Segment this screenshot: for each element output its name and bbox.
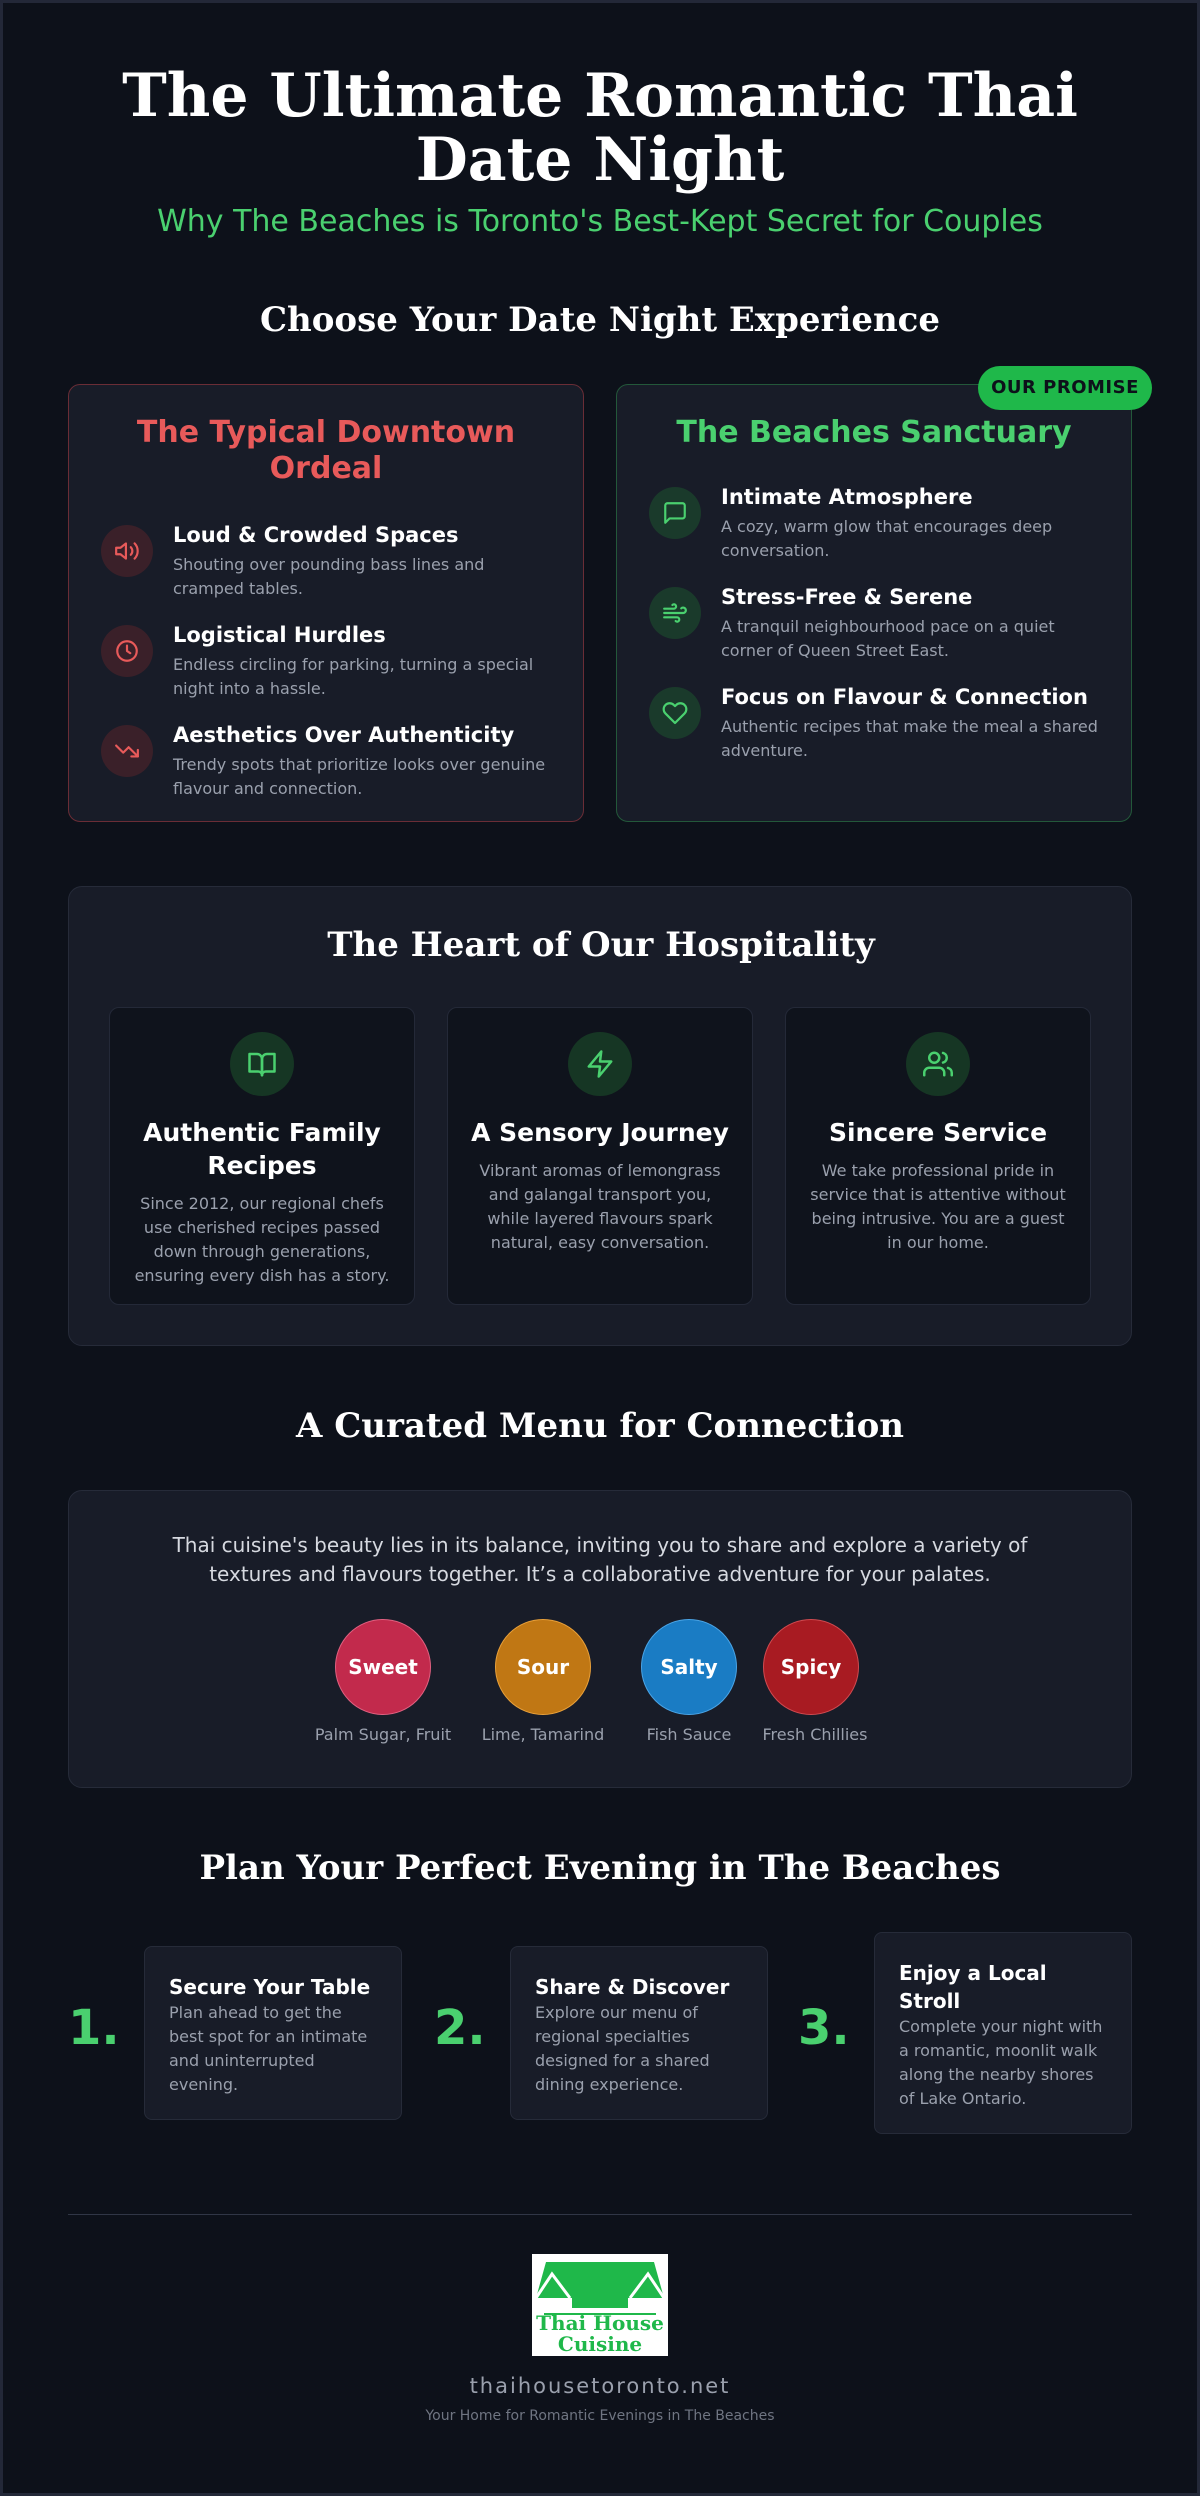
wind-icon	[649, 587, 701, 639]
flavor-sour-circle: Sour	[495, 1619, 591, 1715]
sanctuary-item-title: Focus on Flavour & Connection	[721, 685, 1088, 709]
downtown-ordeal-title: The Typical Downtown Ordeal	[136, 415, 516, 486]
sanctuary-item-title: Stress-Free & Serene	[721, 585, 973, 609]
plan-section-title: Plan Your Perfect Evening in The Beaches	[199, 1848, 1001, 1888]
step-number: 3.	[798, 2000, 850, 2056]
sanctuary-item-desc: A tranquil neighbourhood pace on a quiet corner of Queen Street East.	[721, 617, 1055, 660]
page-subtitle: Why The Beaches is Toronto's Best-Kept Secret for Couples	[157, 204, 1043, 239]
step-number: 2.	[434, 2000, 486, 2056]
step-title: Secure Your Table	[169, 1975, 371, 1999]
sanctuary-item	[649, 485, 1101, 563]
step-desc: Explore our menu of regional specialties designed for a shared dining experience.	[535, 2003, 710, 2094]
flavor-spicy-circle: Spicy	[763, 1619, 859, 1715]
sanctuary-item-desc: Authentic recipes that make the meal a shared adventure.	[721, 717, 1098, 760]
hospitality-panel	[68, 886, 1132, 1346]
ordeal-item-title: Aesthetics Over Authenticity	[173, 723, 515, 747]
step-card	[510, 1946, 768, 2120]
chat-icon	[649, 487, 701, 539]
ordeal-item	[101, 523, 553, 601]
ordeal-item-desc: Trendy spots that prioritize looks over genuine flavour and connection.	[173, 755, 546, 798]
flavor-sweet-circle: Sweet	[335, 1619, 431, 1715]
flavor-salty-circle: Salty	[641, 1619, 737, 1715]
step-card	[874, 1932, 1132, 2134]
hospitality-card	[447, 1007, 753, 1305]
svg-text:Cuisine: Cuisine	[557, 2332, 643, 2356]
ordeal-item	[101, 623, 553, 701]
ordeal-item	[101, 723, 553, 801]
trending-down-icon	[101, 725, 153, 777]
step-title: Enjoy a Local Stroll	[899, 1961, 1047, 2013]
users-icon	[906, 1032, 970, 1096]
clock-icon	[101, 625, 153, 677]
sanctuary-item-title: Intimate Atmosphere	[721, 485, 973, 509]
step-desc: Complete your night with a romantic, moonlit walk along the nearby shores of Lake Ontario.	[899, 2017, 1103, 2108]
speaker-icon	[101, 525, 153, 577]
flavor-note: Lime, Tamarind	[481, 1725, 605, 1744]
our-promise-badge: OUR PROMISE	[978, 366, 1152, 410]
hospitality-card	[785, 1007, 1091, 1305]
hospitality-card-title: A Sensory Journey	[471, 1118, 729, 1147]
flavor-note: Fish Sauce	[646, 1725, 732, 1744]
step-card	[144, 1946, 402, 2120]
ordeal-item-title: Loud & Crowded Spaces	[173, 523, 459, 547]
book-icon	[230, 1032, 294, 1096]
ordeal-item-desc: Shouting over pounding bass lines and cramped tables.	[173, 555, 485, 598]
hospitality-card-desc: Vibrant aromas of lemongrass and galangal transport you, while layered flavours spark natural, easy conversation.	[479, 1161, 721, 1252]
ordeal-item-title: Logistical Hurdles	[173, 623, 386, 647]
ordeal-item-desc: Endless circling for parking, turning a special night into a hassle.	[173, 655, 534, 698]
hospitality-card-desc: Since 2012, our regional chefs use cherished recipes passed down through generations, ensuring every dish has a story.	[134, 1194, 390, 1285]
menu-panel	[68, 1490, 1132, 1788]
flavor-note: Palm Sugar, Fruit	[314, 1725, 452, 1744]
footer-tagline: Your Home for Romantic Evenings in The Beaches	[425, 2408, 775, 2424]
sanctuary-item	[649, 585, 1101, 663]
step-desc: Plan ahead to get the best spot for an intimate and uninterrupted evening.	[169, 2003, 368, 2094]
step-title: Share & Discover	[535, 1975, 730, 1999]
comparison-section-title: Choose Your Date Night Experience	[259, 300, 941, 340]
hospitality-card-desc: We take professional pride in service that is attentive without being intrusive. You are a guest in our home.	[810, 1161, 1066, 1252]
menu-section-title: A Curated Menu for Connection	[295, 1406, 904, 1446]
svg-text:Thai House: Thai House	[536, 2311, 664, 2335]
flavor-note: Fresh Chillies	[762, 1725, 868, 1744]
footer-divider	[68, 2214, 1132, 2215]
footer-url[interactable]: thaihousetoronto.net	[469, 2374, 731, 2398]
heart-icon	[649, 687, 701, 739]
sanctuary-item	[649, 685, 1101, 763]
menu-intro-text: Thai cuisine's beauty lies in its balance, inviting you to share and explore a variety of textures and flavours together. It’s a collaborative adventure for your palates.	[172, 1533, 1028, 1586]
hospitality-card-title: Sincere Service	[828, 1118, 1048, 1147]
downtown-ordeal-card	[68, 384, 584, 822]
hospitality-card-title: Authentic Family Recipes	[143, 1118, 381, 1180]
page-title: The Ultimate Romantic Thai Date Night	[122, 61, 1078, 195]
step-number: 1.	[68, 2000, 120, 2056]
beaches-sanctuary-title: The Beaches Sanctuary	[676, 415, 1072, 450]
thai-house-logo[interactable]	[532, 2254, 668, 2356]
beaches-sanctuary-card	[616, 384, 1132, 822]
lightning-icon	[568, 1032, 632, 1096]
hospitality-section-title: The Heart of Our Hospitality	[327, 925, 875, 965]
sanctuary-item-desc: A cozy, warm glow that encourages deep conversation.	[721, 517, 1053, 560]
hospitality-card	[109, 1007, 415, 1305]
